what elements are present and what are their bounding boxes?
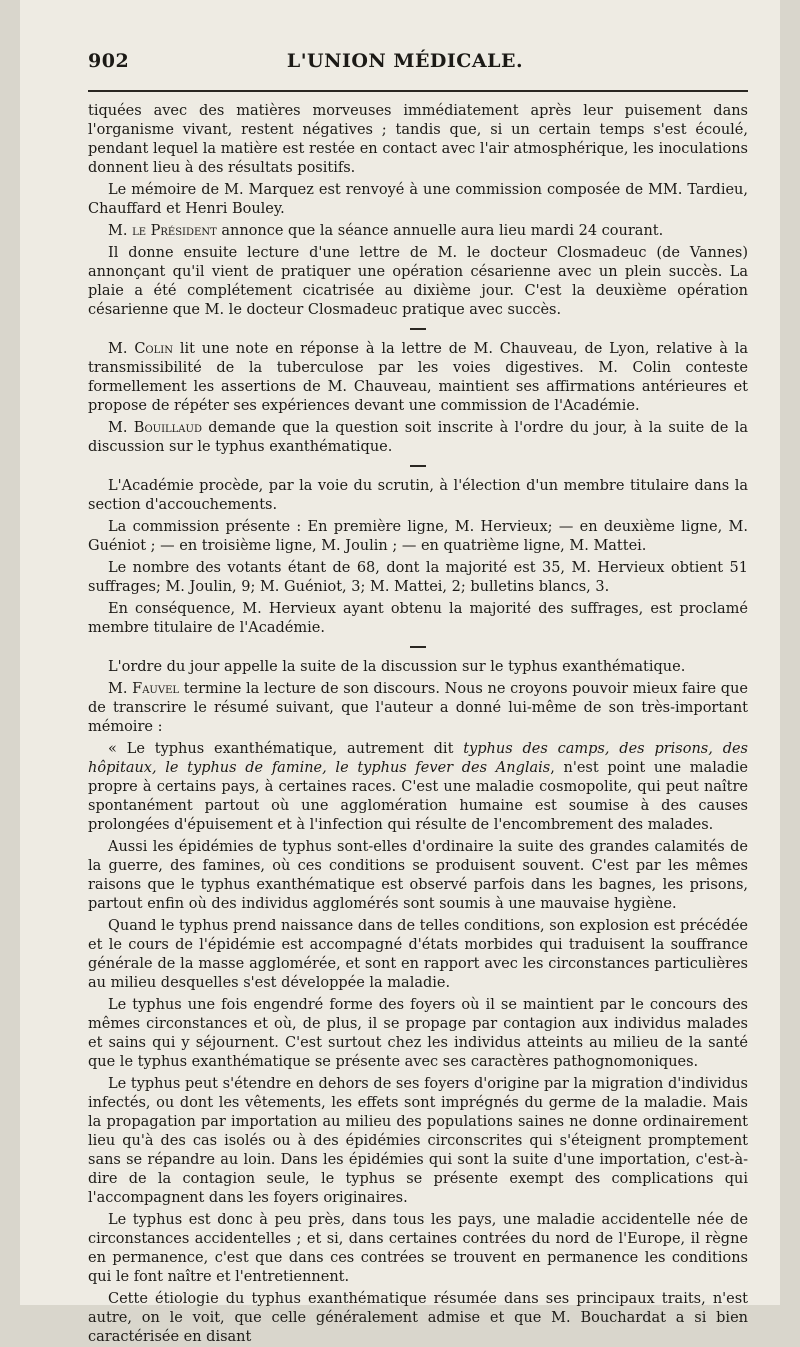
paragraph: L'Académie procède, par la voie du scrutin, à l'élection d'un membre titulaire dans la section d'accouchements. [88, 478, 748, 513]
paragraph: Le typhus peut s'étendre en dehors de ses foyers d'origine par la migration d'individus infectés, ou dont les vêtements, les effets sont imprégnés du germe de la maladie. Mais la propagation par importation au milieu des populations saines ne donne ordinairement lieu qu'à des cas isolés ou à des épidémies circonscrites qui s'éteignent promptement sans se répandre au loin. Dans les épidémies qui sont la suite d'une importation, c'est-à-dire de la contagion seule, le typhus se présente exempt des complications qui l'accompagnent dans les foyers originaires. [88, 1076, 748, 1206]
page-number: 902 [88, 50, 130, 72]
paragraph: tiquées avec des matières morveuses immédiatement après leur puisement dans l'organisme vivant, restent négatives ; tandis que, si un certain temps s'est écoulé, pendant lequel la matière est restée en contact avec l'air atmosphérique, les inoculations donnent lieu à des résultats positifs. [88, 103, 748, 176]
header-rule [88, 90, 748, 92]
journal-page [20, 0, 780, 1345]
paragraph: L'ordre du jour appelle la suite de la discussion sur le typhus exanthématique. [108, 659, 686, 675]
page-header [88, 50, 742, 72]
journal-title: L'UNION MÉDICALE. [286, 50, 524, 72]
section-separator [410, 328, 426, 330]
article-body [88, 102, 748, 1347]
paragraph: Le typhus est donc à peu près, dans tous les pays, une maladie accidentelle née de circonstances accidentelles ; et si, dans certaines contrées du nord de l'Europe, il règne en permanence, c'est que dans ces contrées se trouvent en permanence les conditions qui le font naître et l'entretiennent. [88, 1212, 748, 1285]
paragraph: Aussi les épidémies de typhus sont-elles d'ordinaire la suite des grandes calamités de la guerre, des famines, où ces conditions se produisent souvent. C'est par les mêmes raisons que le typhus exanthématique est observé parfois dans les bagnes, les prisons, partout enfin où des individus agglomérés sont soumis à une mauvaise hygiène. [88, 839, 748, 912]
paragraph: Quand le typhus prend naissance dans de telles conditions, son explosion est précédée et le cours de l'épidémie est accompagné d'états morbides qui traduisent la souffrance générale de la masse agglomérée, et sont en rapport avec les circonstances particulières au milieu desquelles s'est développée la maladie. [88, 918, 748, 991]
speaker-name: M. le Président [108, 223, 217, 239]
paragraph: M. Colin lit une note en réponse à la lettre de M. Chauveau, de Lyon, relative à la transmissibilité de la tuberculose par les voies digestives. M. Colin conteste formellement les assertions de M. Chauveau, maintient ses affirmations antérieures et propose de répéter ses expériences devant une commission de l'Académie. [88, 341, 748, 414]
speaker-name: M. Fauvel [108, 681, 180, 697]
paragraph: M. Bouillaud demande que la question soit inscrite à l'ordre du jour, à la suite de la discussion sur le typhus exanthématique. [88, 420, 748, 455]
paragraph: M. Fauvel termine la lecture de son discours. Nous ne croyons pouvoir mieux faire que de transcrire le résumé suivant, que l'auteur a donné lui-même de son très-important mémoire : [88, 681, 749, 735]
paragraph: Le nombre des votants étant de 68, dont la majorité est 35, M. Hervieux obtient 51 suffrages; M. Joulin, 9; M. Guéniot, 3; M. Mattei, 2; bulletins blancs, 3. [88, 560, 748, 595]
section-separator [410, 646, 426, 648]
paragraph: Il donne ensuite lecture d'une lettre de M. le docteur Closmadeuc (de Vannes) annonçant qu'il vient de pratiquer une opération césarienne avec un plein succès. La plaie a été complétement cicatrisée au dixième jour. C'est la deuxième opération césarienne que M. le docteur Closmadeuc pratique avec succès. [88, 245, 748, 318]
paragraph: Le typhus une fois engendré forme des foyers où il se maintient par le concours des mêmes circonstances et où, de plus, il se propage par contagion aux individus malades et sains qui y séjournent. C'est surtout chez les individus atteints au milieu de la santé que le typhus exanthématique se présente avec ses caractères pathognomoniques. [88, 997, 748, 1070]
paragraph: Cette étiologie du typhus exanthématique résumée dans ses principaux traits, n'est autre, on le voit, que celle généralement admise et que M. Bouchardat a si bien caractérisée en disant [88, 1291, 748, 1345]
paragraph: Le mémoire de M. Marquez est renvoyé à une commission composée de MM. Tardieu, Chauffard et Henri Bouley. [88, 182, 748, 217]
italic-phrase: typhus des camps, des prisons, des hôpitaux, le typhus de famine, le typhus fever des Anglais [88, 741, 748, 776]
speaker-name: M. Bouillaud [108, 420, 202, 436]
section-separator [410, 465, 426, 467]
paragraph: M. le Président annonce que la séance annuelle aura lieu mardi 24 courant. [108, 223, 664, 239]
paragraph: En conséquence, M. Hervieux ayant obtenu la majorité des suffrages, est proclamé membre titulaire de l'Académie. [88, 601, 748, 636]
paragraph: La commission présente : En première ligne, M. Hervieux; — en deuxième ligne, M. Guéniot ; — en troisième ligne, M. Joulin ; — en quatrième ligne, M. Mattei. [88, 519, 748, 554]
speaker-name: M. Colin [108, 341, 173, 357]
paragraph: « Le typhus exanthématique, autrement dit typhus des camps, des prisons, des hôpitaux, le typhus de famine, le typhus fever des Anglais, n'est point une maladie propre à certains pays, à certaines races. C'est une maladie cosmopolite, qui peut naître spontanément partout où une agglomération humaine est soumise à des causes prolongées d'épuisement et à l'infection qui résulte de l'encombrement des malades. [88, 741, 748, 833]
